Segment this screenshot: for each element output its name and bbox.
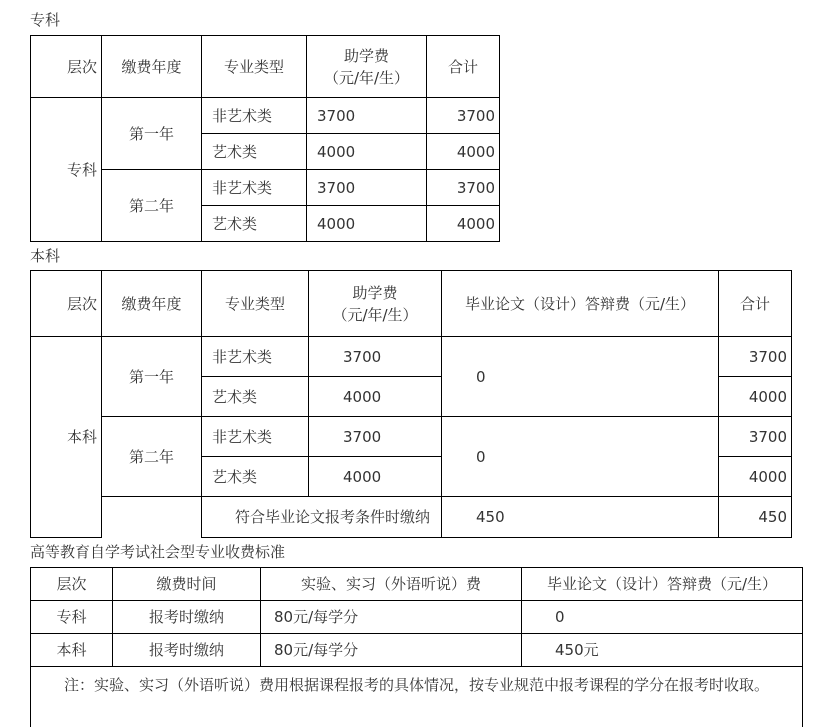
time-cell: 报考时缴纳 [113, 634, 261, 667]
level-cell: 本科 [31, 634, 113, 667]
table-row [31, 497, 792, 538]
thesis-cell: 0 [442, 417, 719, 497]
thesis-cell: 0 [522, 601, 803, 634]
year-cell: 第二年 [102, 170, 202, 242]
table-row [31, 634, 803, 667]
fee-cell: 3700 [307, 98, 427, 134]
fee-note: 注：实验、实习（外语听说）费用根据课程报考的具体情况，按专业规范中报考课程的学分在报考时收取。 [64, 676, 770, 694]
total-cell: 450 [719, 497, 792, 538]
header-year: 缴费年度 [102, 36, 202, 98]
lab-cell: 80元/每学分 [261, 601, 522, 634]
type-cell: 非艺术类 [202, 170, 307, 206]
header-aid [307, 36, 427, 98]
type-cell: 艺术类 [202, 457, 309, 497]
header-total: 合计 [427, 36, 500, 98]
type-cell: 非艺术类 [202, 98, 307, 134]
table-header-row [31, 568, 803, 601]
header-aid-line2: （元/年/生） [332, 305, 418, 324]
total-cell: 4000 [427, 134, 500, 170]
fee-cell: 3700 [309, 337, 442, 377]
type-cell: 非艺术类 [202, 417, 309, 457]
header-aid-line1: 助学费 [352, 283, 398, 302]
type-cell: 非艺术类 [202, 337, 309, 377]
total-cell: 3700 [427, 98, 500, 134]
header-year: 缴费年度 [102, 271, 202, 337]
total-cell: 3700 [719, 337, 792, 377]
fee-cell: 4000 [309, 377, 442, 417]
level-cell: 专科 [31, 98, 102, 242]
header-total: 合计 [719, 271, 792, 337]
level-cell: 本科 [31, 337, 102, 538]
type-cell: 艺术类 [202, 206, 307, 242]
header-type: 专业类型 [202, 36, 307, 98]
total-cell: 4000 [719, 377, 792, 417]
type-cell: 艺术类 [202, 134, 307, 170]
header-time: 缴费时间 [113, 568, 261, 601]
table-row [31, 337, 792, 377]
fee-cell: 4000 [307, 134, 427, 170]
year-cell: 第一年 [102, 98, 202, 170]
year-cell: 第二年 [102, 417, 202, 497]
total-cell: 4000 [719, 457, 792, 497]
section-caption-social: 高等教育自学考试社会型专业收费标准 [30, 543, 286, 561]
header-aid [309, 271, 442, 337]
table-row [31, 417, 792, 457]
header-lab: 实验、实习（外语听说）费 [261, 568, 522, 601]
header-level: 层次 [31, 271, 102, 337]
header-level: 层次 [31, 36, 102, 98]
lab-cell: 80元/每学分 [261, 634, 522, 667]
thesis-cell: 0 [442, 337, 719, 417]
table-row [31, 170, 500, 206]
year-cell: 第一年 [102, 337, 202, 417]
level-cell: 专科 [31, 601, 113, 634]
fee-cell: 4000 [307, 206, 427, 242]
thesis-cell: 450元 [522, 634, 803, 667]
section-caption-benke: 本科 [30, 247, 61, 265]
table-row [31, 601, 803, 634]
thesis-condition-label: 符合毕业论文报考条件时缴纳 [202, 497, 442, 538]
social-fee-table [30, 567, 803, 667]
fee-cell: 3700 [309, 417, 442, 457]
header-aid-line2: （元/年/生） [323, 68, 410, 87]
type-cell: 艺术类 [202, 377, 309, 417]
header-type: 专业类型 [202, 271, 309, 337]
header-level: 层次 [31, 568, 113, 601]
time-cell: 报考时缴纳 [113, 601, 261, 634]
zhuanke-fee-table [30, 35, 500, 242]
total-cell: 4000 [427, 206, 500, 242]
benke-fee-table [30, 270, 792, 538]
fee-cell: 4000 [309, 457, 442, 497]
total-cell: 3700 [427, 170, 500, 206]
table-row [31, 98, 500, 134]
table-header-row [31, 36, 500, 98]
section-caption-zhuanke: 专科 [30, 11, 61, 29]
header-aid-line1: 助学费 [343, 46, 389, 65]
header-thesis: 毕业论文（设计）答辩费（元/生） [442, 271, 719, 337]
thesis-condition-fee: 450 [442, 497, 719, 538]
header-thesis: 毕业论文（设计）答辩费（元/生） [522, 568, 803, 601]
fee-cell: 3700 [307, 170, 427, 206]
table-header-row [31, 271, 792, 337]
total-cell: 3700 [719, 417, 792, 457]
